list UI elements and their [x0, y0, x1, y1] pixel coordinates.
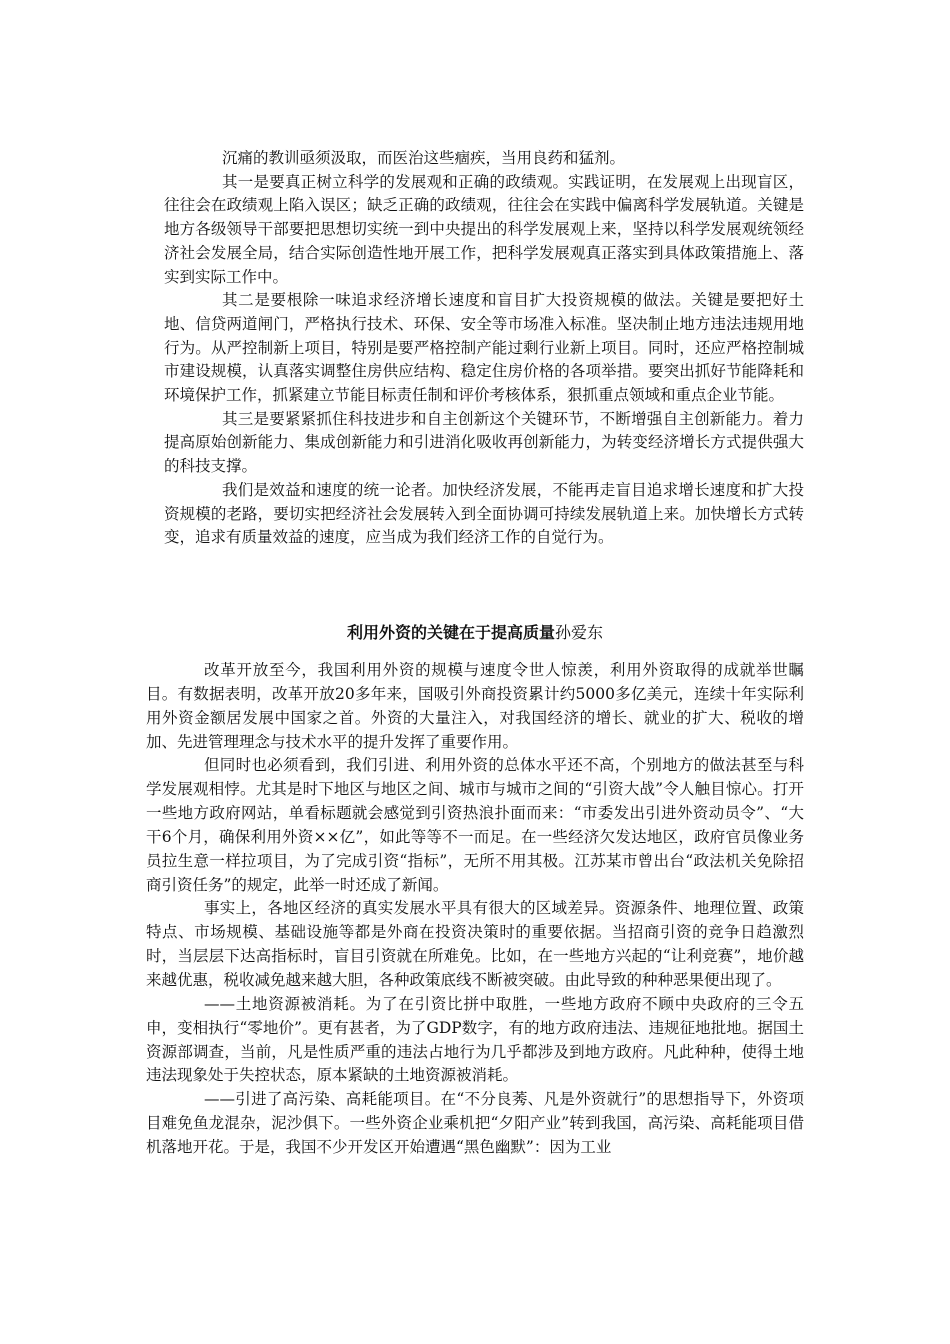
paragraph: ——引进了高污染、高耗能项目。在“不分良莠、凡是外资就行”的思想指导下，外资项目难免鱼龙混杂，泥沙俱下。一些外资企业乘机把“夕阳产业”转到我国，高污染、高耗能项目借机落地开花。于是，我国不少开发区开始遭遇“黑色幽默”：因为工业: [146, 1090, 804, 1156]
article-heading: [0, 621, 950, 645]
paragraph: 其一是要真正树立科学的发展观和正确的政绩观。实践证明，在发展观上出现盲区，往往会在政绩观上陷入误区；缺乏正确的政绩观，往往会在实践中偏离科学发展轨道。关键是地方各级领导干部要把思想切实统一到中央提出的科学发展观上来，坚持以科学发展观统领经济社会发展全局，结合实际创造性地开展工作，把科学发展观真正落实到具体政策措施上、落实到实际工作中。: [164, 172, 804, 286]
paragraph: 我们是效益和速度的统一论者。加快经济发展，不能再走盲目追求增长速度和扩大投资规模的老路，要切实把经济社会发展转入到全面协调可持续发展轨道上来。加快增长方式转变，追求有质量效益的速度，应当成为我们经济工作的自觉行为。: [164, 480, 804, 547]
paragraph: ——土地资源被消耗。为了在引资比拼中取胜，一些地方政府不顾中央政府的三令五申，变相执行“零地价”。更有甚者，为了GDP数字，有的地方政府违法、违规征地批地。据国土资源部调查，当前，凡是性质严重的违法占地行为几乎都涉及到地方政府。凡此种种，使得土地违法现象处于失控状态，原本紧缺的土地资源被消耗。: [146, 994, 804, 1085]
article-body: [146, 659, 804, 1160]
article-title: 利用外资的关键在于提高质量: [346, 623, 555, 642]
paragraph: 其二是要根除一味追求经济增长速度和盲目扩大投资规模的做法。关键是要把好土地、信贷两道闸门，严格执行技术、环保、安全等市场准入标准。坚决制止地方违法违规用地行为。从严控制新上项目，特别是要严格控制产能过剩行业新上项目。同时，还应严格控制城市建设规模，认真落实调整住房供应结构、稳定住房价格的各项举措。要突出抓好节能降耗和环境保护工作，抓紧建立节能目标责任制和评价考核体系，狠抓重点领域和重点企业节能。: [164, 291, 804, 405]
paragraph: 改革开放至今，我国利用外资的规模与速度令世人惊羡，利用外资取得的成就举世瞩目。有数据表明，改革开放20多年来，国吸引外商投资累计约5000多亿美元，连续十年实际利用外资金额居发展中国家之首。外资的大量注入，对我国经济的增长、就业的扩大、税收的增加、先进管理理念与技术水平的提升发挥了重要作用。: [146, 661, 804, 751]
paragraph: 但同时也必须看到，我们引进、利用外资的总体水平还不高，个别地方的做法甚至与科学发展观相悖。尤其是时下地区与地区之间、城市与城市之间的“引资大战”令人触目惊心。打开一些地方政府网站，单看标题就会感觉到引资热浪扑面而来：“市委发出引进外资动员令”、“大干6个月，确保利用外资××亿”，如此等等不一而足。在一些经济欠发达地区，政府官员像业务员拉生意一样拉项目，为了完成引资“指标”，无所不用其极。江苏某市曾出台“政法机关免除招商引资任务”的规定，此举一时还成了新闻。: [146, 756, 804, 894]
paragraph: 其三是要紧紧抓住科技进步和自主创新这个关键环节，不断增强自主创新能力。着力提高原始创新能力、集成创新能力和引进消化吸收再创新能力，为转变经济增长方式提供强大的科技支撑。: [164, 409, 804, 476]
section-previous-article: [164, 147, 804, 550]
article-author: 孙爱东: [555, 623, 604, 642]
paragraph: 沉痛的教训亟须汲取，而医治这些痼疾，当用良药和猛剂。: [222, 149, 626, 167]
paragraph: 事实上，各地区经济的真实发展水平具有很大的区域差异。资源条件、地理位置、政策特点、市场规模、基础设施等都是外商在投资决策时的重要依据。当招商引资的竞争日趋激烈时，当层层下达高指标时，盲目引资就在所难免。比如，在一些地方兴起的“让利竞赛”，地价越来越优惠，税收减免越来越大胆，各种政策底线不断被突破。由此导致的种种恶果便出现了。: [146, 899, 804, 989]
